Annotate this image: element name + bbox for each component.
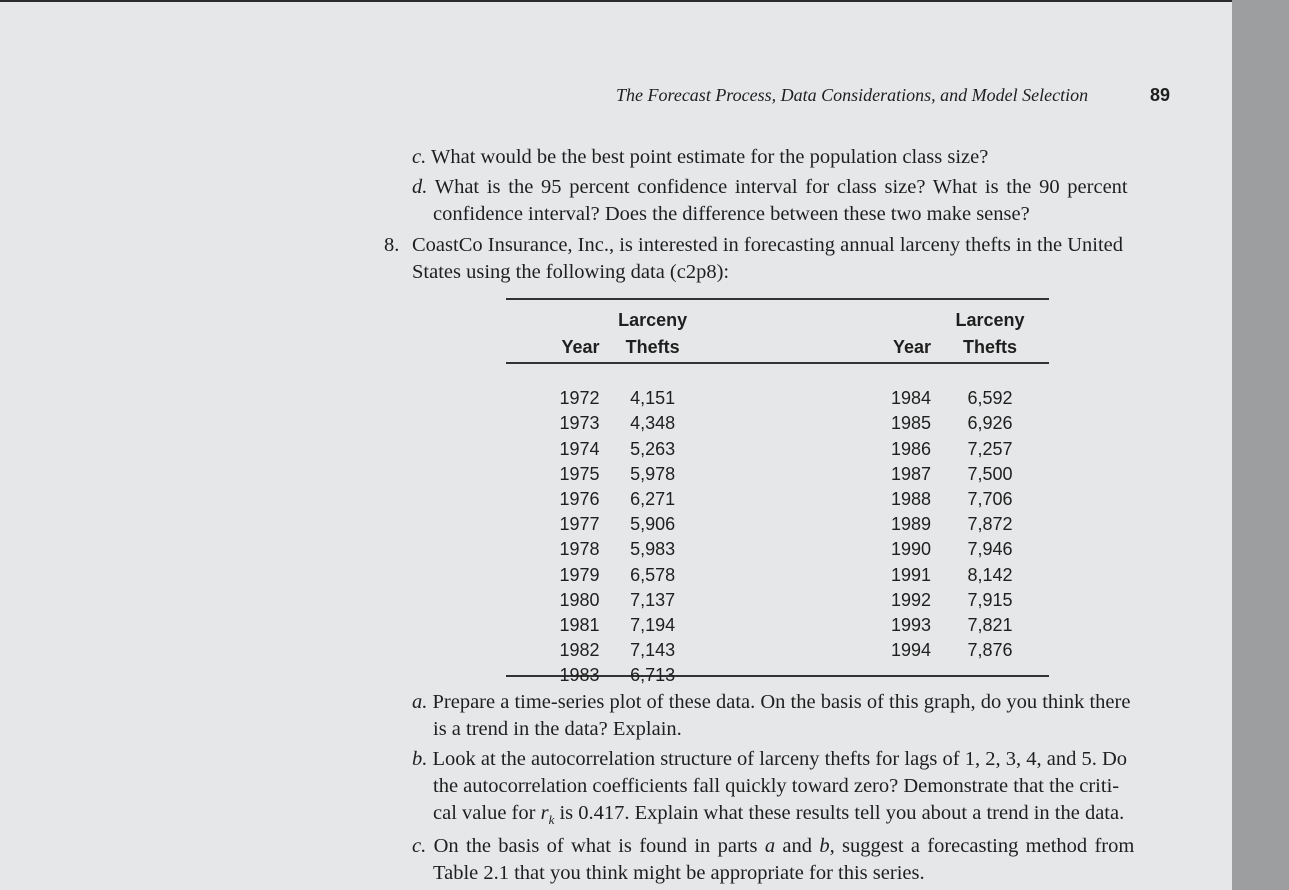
- year-cell: 1976: [559, 489, 600, 509]
- thefts-cell: 7,915: [967, 589, 1013, 610]
- math-subscript-k: k: [548, 812, 555, 828]
- table-row: [506, 588, 1049, 613]
- year-cell: 1994: [890, 640, 932, 661]
- table-row: [506, 487, 1049, 512]
- thefts-cell: 6,713: [630, 665, 676, 686]
- year-cell: 1988: [890, 489, 932, 509]
- table-row: [506, 462, 1049, 487]
- thefts-cell: 7,500: [967, 463, 1013, 484]
- year-cell: 1980: [559, 589, 600, 610]
- thefts-cell: 5,983: [630, 539, 676, 560]
- thefts-cell: 6,926: [967, 413, 1013, 434]
- question-8-line2: States using the following data (c2p8):: [412, 261, 730, 283]
- part-c: [412, 833, 1134, 860]
- thefts-cell: 7,872: [967, 514, 1013, 535]
- text-run: and: [775, 835, 820, 857]
- table-row: [506, 386, 1049, 411]
- italic-a: a: [764, 835, 776, 857]
- math-r: r: [540, 802, 549, 824]
- part-b: [412, 746, 1127, 773]
- table-row: [506, 613, 1049, 638]
- question-8-line1: CoastCo Insurance, Inc., is interested in forecasting annual larceny thefts in the United: [412, 234, 1124, 256]
- thefts-header: Thefts: [963, 337, 1017, 357]
- part-text: What would be the best point estimate for the population class size?: [431, 146, 989, 168]
- year-cell: [706, 663, 931, 688]
- thefts-cell: 8,142: [967, 564, 1013, 585]
- year-cell: 1993: [890, 615, 932, 636]
- larceny-table: [506, 307, 1049, 689]
- thefts-cell: 6,271: [630, 489, 676, 509]
- thefts-cell: 7,143: [630, 640, 676, 661]
- italic-b: b: [819, 835, 830, 857]
- text-run: , suggest a forecasting method from: [829, 835, 1135, 857]
- part-a: [412, 689, 1130, 716]
- table-row: [506, 411, 1049, 436]
- year-cell: 1986: [890, 438, 932, 459]
- thefts-cell: 7,257: [967, 438, 1013, 459]
- part-b-cont2: [433, 800, 1124, 833]
- part-a-cont: is a trend in the data? Explain.: [433, 718, 682, 740]
- part-label: c.: [412, 835, 427, 857]
- text-run: cal value for: [433, 802, 541, 824]
- year-cell: 1985: [890, 413, 932, 434]
- year-cell: 1982: [559, 640, 600, 661]
- table-row: [506, 663, 1049, 688]
- thefts-cell: 6,578: [630, 564, 676, 585]
- part-b-cont1: the autocorrelation coefficients fall quickly toward zero? Demonstrate that the criti-: [433, 775, 1120, 797]
- part-text: Look at the autocorrelation structure of larceny thefts for lags of 1, 2, 3, 4, and 5. Do: [432, 748, 1128, 770]
- year-cell: 1974: [559, 438, 600, 459]
- thefts-cell: 7,137: [630, 589, 676, 610]
- table-row: [506, 563, 1049, 588]
- year-cell: 1978: [559, 539, 600, 560]
- prev-part-d-cont: confidence interval? Does the difference between these two make sense?: [433, 203, 1030, 225]
- thefts-cell: 6,592: [967, 388, 1013, 409]
- year-cell: 1975: [559, 463, 600, 484]
- larceny-header-top: Larceny: [618, 310, 688, 330]
- year-cell: 1979: [559, 564, 600, 585]
- year-cell: 1981: [559, 615, 600, 636]
- year-header: Year: [892, 337, 932, 357]
- thefts-cell: [931, 663, 1049, 688]
- text-run: On the basis of what is found in parts: [433, 835, 765, 857]
- year-cell: 1983: [559, 665, 600, 686]
- part-text: What is the 95 percent confidence interval for class size? What is the 90 percent: [434, 176, 1128, 198]
- thefts-cell: 4,151: [630, 388, 676, 409]
- running-title: The Forecast Process, Data Considerations, and Model Selection: [616, 85, 1089, 105]
- prev-part-c: [412, 144, 988, 171]
- year-cell: 1989: [890, 514, 932, 535]
- year-cell: 1972: [559, 388, 600, 409]
- part-text: Prepare a time-series plot of these data. On the basis of this graph, do you think there: [432, 691, 1131, 713]
- table-row: [506, 537, 1049, 562]
- part-label: c.: [412, 146, 427, 168]
- part-label: b.: [412, 748, 428, 770]
- thefts-cell: 7,821: [967, 615, 1013, 636]
- table-row: [506, 638, 1049, 663]
- table-row: [506, 437, 1049, 462]
- textbook-page: [0, 2, 1232, 890]
- year-cell: 1984: [890, 388, 932, 409]
- thefts-cell: 5,978: [630, 463, 676, 484]
- text-run: is 0.417. Explain what these results tell you about a trend in the data.: [554, 802, 1125, 824]
- year-cell: 1987: [890, 463, 932, 484]
- question-number: 8.: [384, 234, 400, 256]
- header-row-top: [506, 307, 1049, 334]
- thefts-cell: 7,946: [967, 539, 1013, 560]
- thefts-cell: 7,876: [967, 640, 1013, 661]
- page-number: 89: [1150, 85, 1171, 105]
- year-header: Year: [561, 337, 600, 357]
- year-cell: 1992: [890, 589, 932, 610]
- thefts-cell: 5,263: [630, 438, 676, 459]
- thefts-cell: 7,706: [967, 489, 1013, 509]
- right-margin-bar: [1232, 0, 1289, 890]
- prev-part-d: [412, 174, 1128, 201]
- table-top-rule: [506, 298, 1049, 300]
- year-cell: 1973: [559, 413, 600, 434]
- year-cell: 1990: [890, 539, 932, 560]
- thefts-cell: 4,348: [630, 413, 676, 434]
- part-c-cont: Table 2.1 that you think might be appropriate for this series.: [433, 862, 925, 884]
- part-label: a.: [412, 691, 428, 713]
- year-cell: 1977: [559, 514, 600, 535]
- thefts-cell: 5,906: [630, 514, 676, 535]
- thefts-header: Thefts: [625, 337, 680, 357]
- year-cell: 1991: [890, 564, 932, 585]
- header-row-bottom: [506, 334, 1049, 361]
- table-row: [506, 512, 1049, 537]
- thefts-cell: 7,194: [630, 615, 676, 636]
- larceny-header-top: Larceny: [955, 310, 1025, 330]
- part-label: d.: [412, 176, 428, 198]
